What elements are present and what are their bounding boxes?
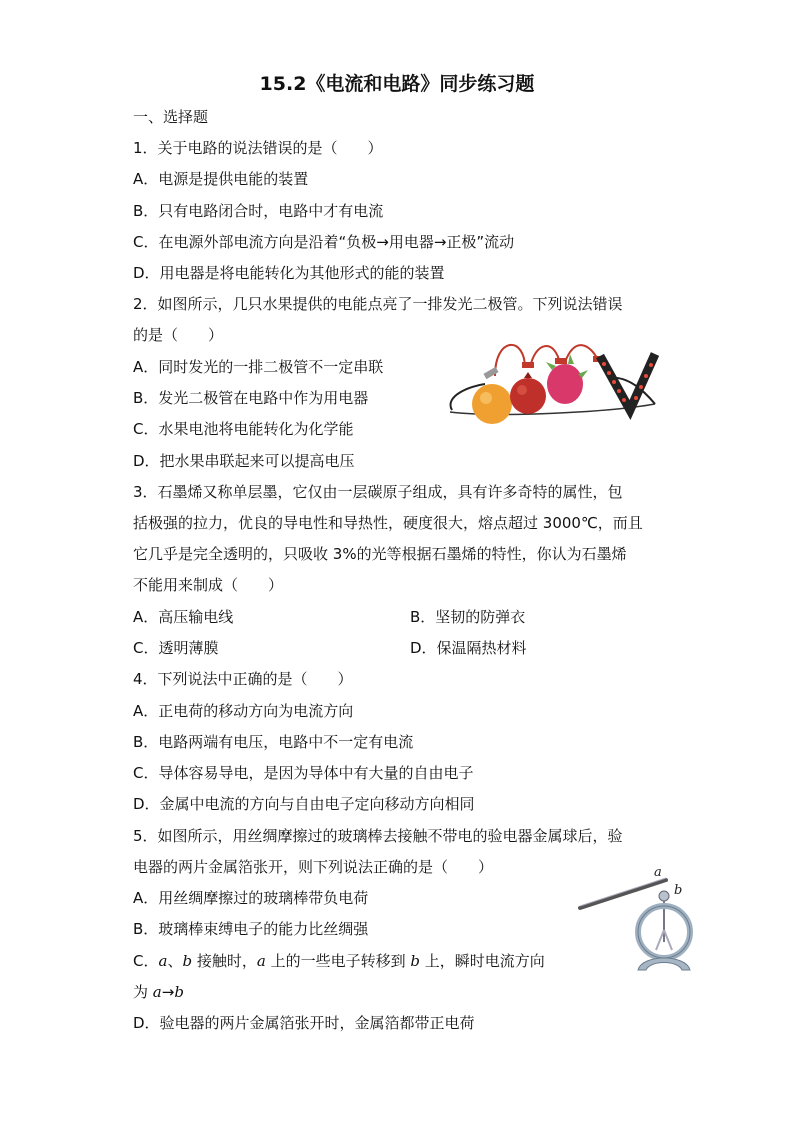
- q5-c-text: 上，瞬时电流方向: [419, 952, 545, 970]
- q3-option-c: C．透明薄膜: [133, 639, 219, 657]
- q5-c-text: 、: [167, 952, 183, 970]
- var-b: b: [182, 952, 193, 970]
- q1-option-a: A．电源是提供电能的装置: [133, 170, 309, 188]
- q5-c-prefix: C．: [133, 952, 159, 970]
- q2-option-d: D．把水果串联起来可以提高电压: [133, 452, 355, 470]
- q4-stem: 4．下列说法中正确的是（ ）: [133, 670, 353, 688]
- q2-option-a: A．同时发光的一排二极管不一定串联: [133, 358, 384, 376]
- q3-option-a: A．高压输电线: [133, 608, 234, 626]
- q5-option-b: B．玻璃棒束缚电子的能力比丝绸强: [133, 920, 369, 938]
- q5-option-d: D．验电器的两片金属箔张开时，金属箔都带正电荷: [133, 1014, 475, 1032]
- q3-stem-line1: 3．石墨烯又称单层墨，它仅由一层碳原子组成，具有许多奇特的属性，包: [133, 483, 623, 501]
- q2-stem-line2: 的是（ ）: [133, 326, 224, 344]
- q3-stem-line2: 括极强的拉力，优良的导电性和导热性，硬度很大，熔点超过 3000℃，而且: [133, 514, 643, 532]
- electroscope-figure: [576, 862, 696, 978]
- arrow: →: [161, 983, 175, 1001]
- q1-option-d: D．用电器是将电能转化为其他形式的能的装置: [133, 264, 445, 282]
- var-a: a: [152, 983, 162, 1001]
- q5-stem-line2: 电器的两片金属箔张开，则下列说法正确的是（ ）: [133, 858, 494, 876]
- q4-option-d: D．金属中电流的方向与自由电子定向移动方向相同: [133, 795, 475, 813]
- q5-option-c: [133, 950, 545, 972]
- q5-c-text: 接触时，: [192, 952, 257, 970]
- q3-stem-line4: 不能用来制成（ ）: [133, 576, 284, 594]
- q2-option-b: B．发光二极管在电路中作为用电器: [133, 389, 369, 407]
- var-b: b: [410, 952, 420, 970]
- q4-option-a: A．正电荷的移动方向为电流方向: [133, 702, 354, 720]
- q3-option-d: D．保温隔热材料: [410, 639, 527, 657]
- page-title: 15.2《电流和电路》同步练习题: [259, 73, 535, 95]
- var-a: a: [256, 952, 266, 970]
- var-a: a: [158, 952, 168, 970]
- q3-stem-line3: 它几乎是完全透明的，只吸收 3%的光等根据石墨烯的特性，你认为石墨烯: [133, 545, 627, 563]
- section-heading: 一、选择题: [133, 108, 209, 126]
- q5-option-c-cont: [133, 981, 184, 1003]
- q5-option-a: A．用丝绸摩擦过的玻璃棒带负电荷: [133, 889, 369, 907]
- q1-stem: 1．关于电路的说法错误的是（ ）: [133, 139, 383, 157]
- q5-stem-line1: 5．如图所示，用丝绸摩擦过的玻璃棒去接触不带电的验电器金属球后，验: [133, 827, 623, 845]
- q5-c-text: 上的一些电子转移到: [265, 952, 411, 970]
- fruit-battery-figure: [440, 326, 660, 426]
- var-b: b: [174, 983, 184, 1001]
- q4-option-c: C．导体容易导电，是因为导体中有大量的自由电子: [133, 764, 474, 782]
- label-a: a: [654, 865, 662, 880]
- q2-option-c: C．水果电池将电能转化为化学能: [133, 420, 354, 438]
- q1-option-c: C．在电源外部电流方向是沿着“负极→用电器→正极”流动: [133, 233, 515, 251]
- q1-option-b: B．只有电路闭合时，电路中才有电流: [133, 202, 384, 220]
- label-b: b: [674, 883, 683, 898]
- q5-c2-prefix: 为: [133, 983, 153, 1001]
- q4-option-b: B．电路两端有电压，电路中不一定有电流: [133, 733, 414, 751]
- q2-stem-line1: 2．如图所示，几只水果提供的电能点亮了一排发光二极管。下列说法错误: [133, 295, 623, 313]
- q3-option-b: B．坚韧的防弹衣: [410, 608, 526, 626]
